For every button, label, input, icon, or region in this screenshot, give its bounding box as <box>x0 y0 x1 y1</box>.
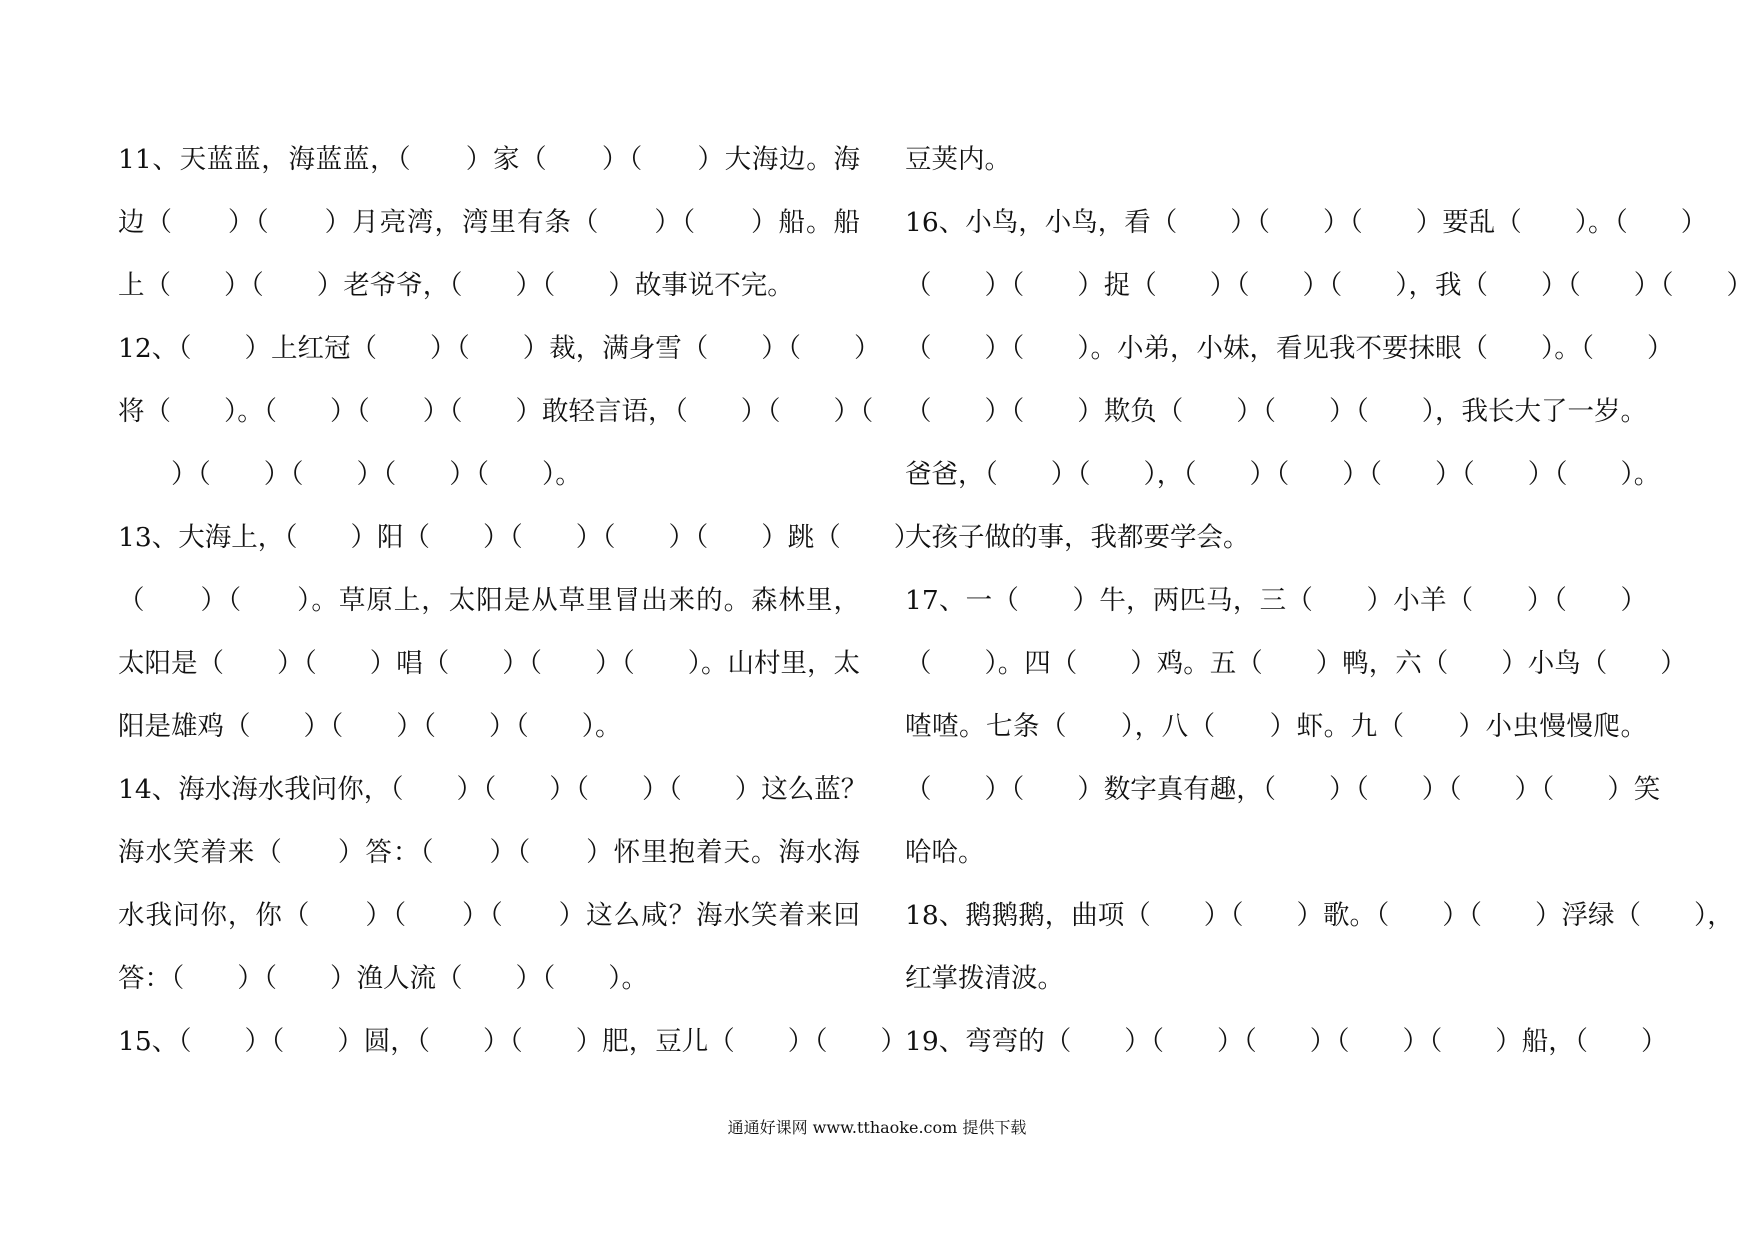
text-line: 13、大海上，（ ）阳（ ）（ ）（ ）（ ）跳（ ） <box>118 522 921 553</box>
text-line: （ ）（ ）欺负（ ）（ ）（ ），我长大了一岁。 <box>905 396 1647 427</box>
text-line: 边（ ）（ ）月亮湾，湾里有条（ ）（ ）船。船 <box>118 207 860 238</box>
footer-credit: 通通好课网 www.tthaoke.com 提供下载 <box>727 1118 1027 1137</box>
text-line: 水我问你，你（ ）（ ）（ ）这么咸？海水笑着来回 <box>118 900 860 931</box>
text-line: 太阳是（ ）（ ）唱（ ）（ ）（ ）。山村里，太 <box>118 648 860 679</box>
text-line: （ ）（ ）捉（ ）（ ）（ ），我（ ）（ ）（ ） <box>905 270 1753 301</box>
text-line: 12、（ ）上红冠（ ）（ ）裁，满身雪（ ）（ ） <box>118 333 881 364</box>
text-line: ）（ ）（ ）（ ）（ ）。 <box>118 459 582 490</box>
text-line: （ ）（ ）数字真有趣，（ ）（ ）（ ）（ ）笑 <box>905 774 1661 805</box>
text-line: 海水笑着来（ ）答：（ ）（ ）怀里抱着天。海水海 <box>118 837 860 868</box>
text-line: 将（ ）。（ ）（ ）（ ）敢轻言语，（ ）（ ）（ <box>118 396 874 427</box>
text-line: 豆荚内。 <box>905 144 1011 175</box>
text-line: 哈哈。 <box>905 837 985 868</box>
text-line: 11、天蓝蓝，海蓝蓝，（ ）家（ ）（ ）大海边。海 <box>118 144 860 175</box>
text-line: 红掌拨清波。 <box>905 963 1064 994</box>
text-line: （ ）（ ）。草原上，太阳是从草里冒出来的。森林里， <box>118 585 860 616</box>
text-line: 阳是雄鸡（ ）（ ）（ ）（ ）。 <box>118 711 622 742</box>
right-column <box>905 128 1753 1073</box>
text-line: 喳喳。七条（ ），八（ ）虾。九（ ）小虫慢慢爬。 <box>905 711 1647 742</box>
text-line: 18、鹅鹅鹅，曲项（ ）（ ）歌。（ ）（ ）浮绿（ ）， <box>905 900 1734 931</box>
text-line: 大孩子做的事，我都要学会。 <box>905 522 1250 553</box>
text-line: 15、（ ）（ ）圆，（ ）（ ）肥，豆儿（ ）（ ） <box>118 1026 907 1057</box>
text-line: 19、弯弯的（ ）（ ）（ ）（ ）（ ）船，（ ） <box>905 1026 1668 1057</box>
text-line: 17、一（ ）牛，两匹马，三（ ）小羊（ ）（ ） <box>905 585 1647 616</box>
text-line: 上（ ）（ ）老爷爷，（ ）（ ）故事说不完。 <box>118 270 794 301</box>
text-line: 答：（ ）（ ）渔人流（ ）（ ）。 <box>118 963 648 994</box>
text-line: （ ）。四（ ）鸡。五（ ）鸭，六（ ）小鸟（ ） <box>905 648 1687 679</box>
text-line: 爸爸，（ ）（ ），（ ）（ ）（ ）（ ）（ ）。 <box>905 459 1661 490</box>
text-line: （ ）（ ）。小弟，小妹，看见我不要抹眼（ ）。（ ） <box>905 333 1674 364</box>
left-column <box>118 128 921 1073</box>
text-line: 14、海水海水我问你，（ ）（ ）（ ）（ ）这么蓝？ <box>118 774 868 805</box>
text-line: 16、小鸟，小鸟，看（ ）（ ）（ ）要乱（ ）。（ ） <box>905 207 1708 238</box>
